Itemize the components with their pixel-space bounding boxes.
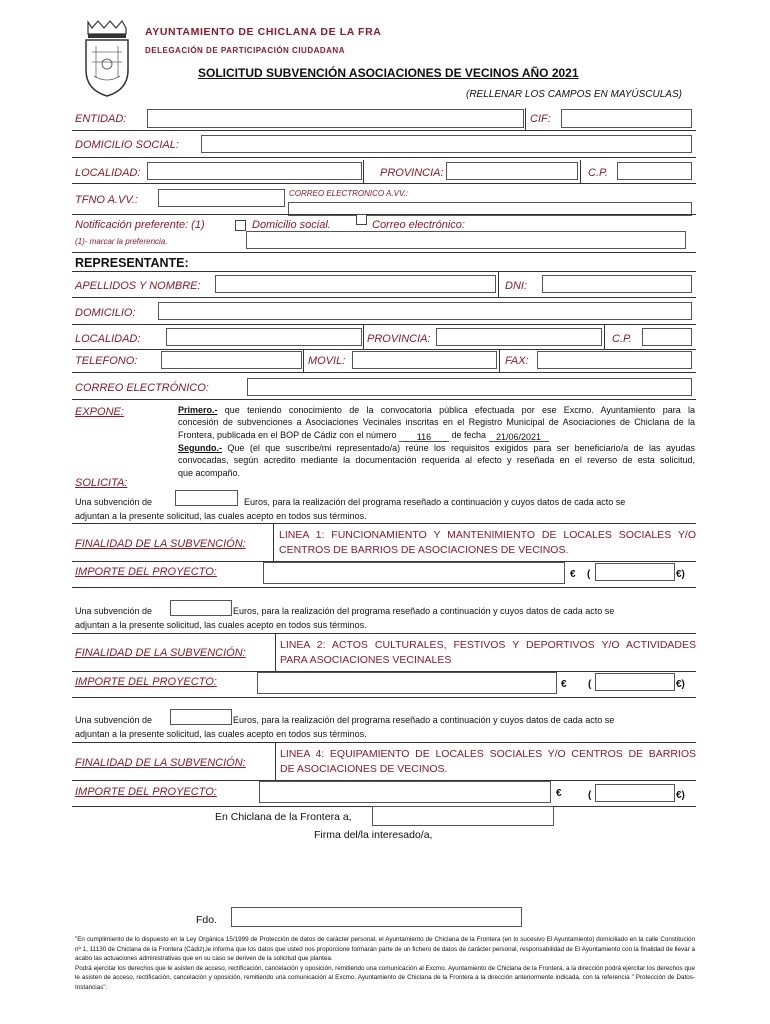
importe-words-3[interactable] bbox=[595, 784, 675, 802]
una-subvencion-1: Una subvención de bbox=[75, 497, 153, 507]
coat-of-arms-logo bbox=[82, 18, 132, 98]
cif-label: CIF: bbox=[530, 113, 551, 125]
fdo-input[interactable] bbox=[231, 907, 522, 927]
localidad-label: LOCALIDAD: bbox=[75, 167, 141, 179]
domicilio-social-option: Domicilio social. bbox=[252, 219, 331, 231]
importe-words-1[interactable] bbox=[595, 563, 675, 581]
linea-1-line-1: LINEA 1: FUNCIONAMIENTO Y MANTENIMIENTO DE LOCALES SOCIALES Y/O bbox=[279, 529, 696, 541]
rep-cp-input[interactable] bbox=[642, 328, 692, 346]
paren-close-3: €) bbox=[676, 790, 685, 801]
fax-input[interactable] bbox=[537, 351, 692, 369]
segundo-text-2: convocadas, según acredito mediante la documentación requerida al efecto y reseñada en el reverso de esta solicitud, bbox=[178, 455, 695, 466]
bop-date-value: 21/06/2021 bbox=[496, 431, 542, 442]
de-fecha-text: de fecha bbox=[451, 429, 487, 440]
subvencion-amount-3[interactable] bbox=[170, 709, 232, 725]
form-title: SOLICITUD SUBVENCIÓN ASOCIACIONES DE VECINOS AÑO 2021 bbox=[198, 66, 579, 80]
entidad-label: ENTIDAD: bbox=[75, 113, 127, 125]
rep-correo-label: CORREO ELECTRÓNICO: bbox=[75, 382, 209, 394]
importe-input-2[interactable] bbox=[257, 672, 557, 694]
domicilio-social-label: DOMICILIO SOCIAL: bbox=[75, 139, 179, 151]
rep-localidad-input[interactable] bbox=[166, 328, 362, 346]
notificacion-label: Notificación preferente: (1) bbox=[75, 219, 205, 231]
subvencion-amount-2[interactable] bbox=[170, 600, 232, 616]
domicilio-label: DOMICILIO: bbox=[75, 307, 136, 319]
rep-provincia-input[interactable] bbox=[436, 328, 602, 346]
localidad-input[interactable] bbox=[147, 162, 362, 180]
telefono-label: TELEFONO: bbox=[75, 355, 138, 367]
domicilio-input[interactable] bbox=[158, 302, 692, 320]
cp-input[interactable] bbox=[617, 162, 692, 180]
una-subvencion-2: Una subvención de bbox=[75, 606, 153, 616]
segundo-label: Segundo.- bbox=[178, 442, 222, 453]
movil-input[interactable] bbox=[352, 351, 497, 369]
subvencion-amount-1[interactable] bbox=[175, 490, 238, 506]
linea-1-title bbox=[279, 528, 696, 558]
provincia-label: PROVINCIA: bbox=[380, 167, 444, 179]
telefono-input[interactable] bbox=[161, 351, 302, 369]
linea-4-line-1: LINEA 4: EQUIPAMIENTO DE LOCALES SOCIALES Y/O CENTROS DE BARRIOS bbox=[280, 748, 696, 760]
importe-input-1[interactable] bbox=[263, 562, 565, 584]
euros-text-1: Euros, para la realización del programa reseñado a continuación y cuyos datos de cada acto se bbox=[244, 497, 626, 507]
entidad-input[interactable] bbox=[147, 109, 524, 128]
linea-1-line-2: CENTROS DE BARRIOS DE ASOCIACIONES DE VECINOS. bbox=[279, 544, 569, 556]
expone-text bbox=[178, 404, 695, 479]
euros-text-2: Euros, para la realización del programa reseñado a continuación y cuyos datos de cada acto se bbox=[233, 606, 615, 616]
linea-2-line-1: LINEA 2: ACTOS CULTURALES, FESTIVOS Y DEPORTIVOS Y/O ACTIVIDADES bbox=[280, 639, 696, 651]
fill-note: (RELLENAR LOS CAMPOS EN MAYÚSCULAS) bbox=[466, 89, 682, 100]
bop-number-field[interactable] bbox=[399, 431, 449, 442]
bop-date-field[interactable] bbox=[489, 431, 549, 442]
finalidad-label-1: FINALIDAD DE LA SUBVENCIÓN: bbox=[75, 538, 246, 550]
fecha-firma-input[interactable] bbox=[372, 806, 554, 826]
primero-label: Primero.- bbox=[178, 405, 218, 415]
tfno-label: TFNO A.VV.: bbox=[75, 194, 138, 206]
euros-text-3: Euros, para la realización del programa reseñado a continuación y cuyos datos de cada acto se bbox=[233, 715, 615, 725]
euro-sign-2: € bbox=[561, 679, 567, 690]
adjuntan-text-3: adjuntan a la presente solicitud, las cuales acepto en todos sus términos. bbox=[75, 729, 367, 739]
fdo-label: Fdo. bbox=[196, 914, 218, 926]
en-chiclana-text: En Chiclana de la Frontera a, bbox=[215, 811, 352, 823]
primero-text-1: que teniendo conocimiento de la convocatoria pública efectuada por ese Excmo. Ayuntamiento para la bbox=[217, 405, 695, 415]
segundo-text-3: que acompaño. bbox=[178, 467, 241, 478]
firma-text: Firma del/la interesado/a, bbox=[314, 829, 433, 841]
cp-label: C.P. bbox=[588, 167, 608, 179]
rep-provincia-label: PROVINCIA: bbox=[367, 333, 431, 345]
org-name: AYUNTAMIENTO DE CHICLANA DE LA FRA bbox=[145, 26, 382, 38]
importe-words-2[interactable] bbox=[595, 673, 675, 691]
dni-input[interactable] bbox=[542, 275, 692, 293]
rep-correo-input[interactable] bbox=[247, 378, 692, 396]
dni-label: DNI: bbox=[505, 280, 527, 292]
fax-label: FAX: bbox=[505, 355, 529, 367]
finalidad-label-3: FINALIDAD DE LA SUBVENCIÓN: bbox=[75, 757, 246, 769]
importe-label-2: IMPORTE DEL PROYECTO: bbox=[75, 676, 217, 688]
provincia-input[interactable] bbox=[446, 162, 578, 180]
linea-2-title bbox=[280, 638, 696, 668]
adjuntan-text-1: adjuntan a la presente solicitud, las cuales acepto en todos sus términos. bbox=[75, 511, 367, 521]
expone-label: EXPONE: bbox=[75, 406, 124, 418]
paren-open-3: ( bbox=[588, 790, 592, 801]
paren-open-1: ( bbox=[587, 569, 591, 580]
marcar-preferencia-note: (1)- marcar la preferencia. bbox=[75, 237, 168, 246]
correo-electronico-option: Correo electrónico: bbox=[372, 219, 465, 231]
paren-open-2: ( bbox=[588, 679, 592, 690]
euro-sign-3: € bbox=[556, 788, 562, 799]
representante-heading: REPRESENTANTE: bbox=[75, 256, 189, 270]
cif-input[interactable] bbox=[561, 109, 692, 128]
domicilio-social-input[interactable] bbox=[201, 135, 692, 153]
apellidos-label: APELLIDOS Y NOMBRE: bbox=[75, 280, 201, 292]
privacy-notice bbox=[75, 935, 695, 993]
apellidos-input[interactable] bbox=[215, 275, 496, 293]
segundo-text-1: Que (el que suscribe/mi representado/a) reúne los requisitos exigidos para ser beneficiario/a de las ayudas bbox=[222, 442, 695, 453]
privacy-paragraph-2: Podrá ejercitar los derechos que le asisten de acceso, rectificación, cancelación y oposición, remitiendo una comunicación al Excmo. Ayuntamiento de Chiclana de la Frontera, a la dirección podrá ejercitar los derechos que le asisten de acceso, rectificación, cancelación y oposición, remitiendo una comunicación al Excmo. Ayuntamiento de Chiclana de la Frontera a la dirección anteriormente indicada, con la referencia " Protección de Datos-Instancias". bbox=[75, 964, 695, 991]
finalidad-label-2: FINALIDAD DE LA SUBVENCIÓN: bbox=[75, 647, 246, 659]
solicita-label: SOLICITA: bbox=[75, 477, 128, 489]
paren-close-2: €) bbox=[676, 679, 685, 690]
rep-localidad-label: LOCALIDAD: bbox=[75, 333, 141, 345]
linea-2-line-2: PARA ASOCIACIONES VECINALES bbox=[280, 654, 452, 666]
primero-text-2: concesión de subvenciones a Asociaciones Vecinales inscritas en el Registro Municipal de Asociaciones de Chiclana de la bbox=[178, 417, 695, 428]
movil-label: MOVIL: bbox=[308, 355, 346, 367]
importe-label-1: IMPORTE DEL PROYECTO: bbox=[75, 566, 217, 578]
adjuntan-text-2: adjuntan a la presente solicitud, las cuales acepto en todos sus términos. bbox=[75, 620, 367, 630]
primero-text-3: Frontera, publicada en el BOP de Cádiz con el número bbox=[178, 429, 397, 440]
una-subvencion-3: Una subvención de bbox=[75, 715, 153, 725]
importe-label-3: IMPORTE DEL PROYECTO: bbox=[75, 786, 217, 798]
department-name: DELEGACIÓN DE PARTICIPACIÓN CIUDADANA bbox=[145, 46, 345, 55]
rep-cp-label: C.P. bbox=[612, 333, 632, 345]
euro-sign-1: € bbox=[570, 569, 576, 580]
correo-electronico-checkbox[interactable] bbox=[356, 214, 367, 225]
paren-close-1: €) bbox=[676, 569, 685, 580]
domicilio-social-checkbox[interactable] bbox=[235, 220, 246, 231]
bop-number-value: 116 bbox=[416, 431, 432, 442]
linea-4-line-2: DE ASOCIACIONES DE VECINOS. bbox=[280, 763, 448, 775]
importe-input-3[interactable] bbox=[259, 781, 551, 803]
correo-notificacion-input[interactable] bbox=[246, 231, 686, 249]
correo-avv-label: CORREO ELECTRONICO A.VV.: bbox=[289, 189, 409, 198]
linea-4-title bbox=[280, 747, 696, 777]
privacy-paragraph-1: "En cumplimiento de lo dispuesto en la Ley Orgánica 15/1999 de Protección de datos de carácter personal, el Ayuntamiento de Chiclana de la Frontera (en lo sucesivo El Ayuntamiento) domiciliado en la calle Constitución nº 1, 11130 de Chiclana de la Frontera (Cádiz),le informa que los datos que usted nos proporcione formarán parte de un fichero de datos de carácter personal, responsabilidad de El Ayuntamiento con la finalidad de llevar a acabo las actuaciones administrativas que en su caso se deriven de la solicitud que plantea. bbox=[75, 936, 695, 963]
tfno-input[interactable] bbox=[158, 189, 285, 207]
